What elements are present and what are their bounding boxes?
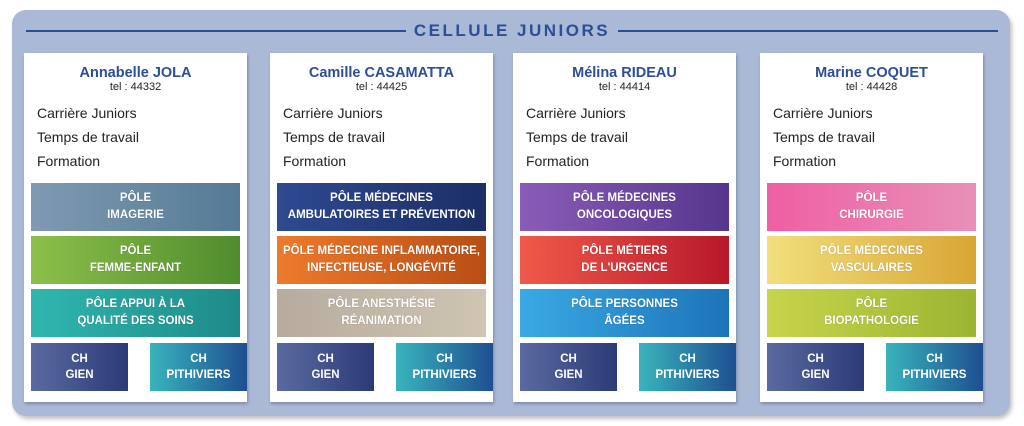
- link-carriere-juniors[interactable]: Carrière Juniors: [283, 105, 383, 121]
- ch-label-line2: GIEN: [311, 369, 340, 381]
- link-formation[interactable]: Formation: [283, 153, 347, 169]
- link-temps-de-travail[interactable]: Temps de travail: [37, 129, 139, 145]
- contact-card-jola: [24, 53, 247, 402]
- ch-label-line1: CH: [71, 353, 88, 365]
- contact-phone: tel : 44425: [355, 81, 408, 93]
- link-temps-de-travail[interactable]: Temps de travail: [283, 129, 385, 145]
- pole-label-line2: IMAGERIE: [107, 209, 164, 221]
- pole-label-line2: RÉANIMATION: [341, 315, 422, 327]
- contact-card-coquet: [760, 53, 983, 402]
- link-formation[interactable]: Formation: [526, 153, 590, 169]
- contact-name: Marine COQUET: [815, 65, 928, 81]
- ch-label-line2: PITHIVIERS: [902, 369, 967, 381]
- link-temps-de-travail[interactable]: Temps de travail: [526, 129, 628, 145]
- pole-femme-enfant-button[interactable]: [31, 236, 240, 284]
- ch-pithiviers-button[interactable]: [886, 343, 983, 391]
- ch-label-line1: CH: [679, 353, 696, 365]
- link-temps-de-travail[interactable]: Temps de travail: [773, 129, 875, 145]
- pole-chirurgie-button[interactable]: [767, 183, 976, 231]
- section-title: CELLULE JUNIORS: [413, 21, 611, 40]
- pole-label-line2: AMBULATOIRES ET PRÉVENTION: [287, 209, 476, 221]
- pole-imagerie-button[interactable]: [31, 183, 240, 231]
- contact-name: Mélina RIDEAU: [572, 65, 677, 81]
- ch-label-line2: GIEN: [554, 369, 583, 381]
- ch-label-line1: CH: [926, 353, 943, 365]
- pole-label-line1: PÔLE MÉDECINE INFLAMMATOIRE,: [283, 245, 480, 257]
- pole-label-line2: ONCOLOGIQUES: [576, 209, 673, 221]
- pole-biopathologie-button[interactable]: [767, 289, 976, 337]
- pole-label-line1: PÔLE MÉTIERS: [581, 245, 668, 257]
- contact-card-casamatta: [270, 53, 493, 402]
- pole-label-line2: ÂGÉES: [604, 315, 645, 327]
- ch-label-line2: GIEN: [801, 369, 830, 381]
- pole-medecine-inflammatoire-button[interactable]: [277, 236, 486, 284]
- pole-label-line2: INFECTIEUSE, LONGÉVITÉ: [307, 262, 456, 274]
- pole-label-line1: PÔLE: [119, 245, 152, 257]
- pole-label-line2: CHIRURGIE: [839, 209, 904, 221]
- contact-links: [773, 101, 875, 173]
- pole-label-line1: PÔLE MÉDECINES: [820, 245, 923, 257]
- pole-label-line1: PÔLE: [855, 298, 888, 310]
- pole-label-line2: DE L'URGENCE: [581, 262, 668, 274]
- header-rule-right: [618, 30, 998, 32]
- ch-label-line1: CH: [560, 353, 577, 365]
- pole-anesthesie-button[interactable]: [277, 289, 486, 337]
- link-carriere-juniors[interactable]: Carrière Juniors: [526, 105, 626, 121]
- pole-medecines-ambulatoires-button[interactable]: [277, 183, 486, 231]
- ch-label-line2: PITHIVIERS: [412, 369, 477, 381]
- ch-gien-button[interactable]: [31, 343, 128, 391]
- ch-pithiviers-button[interactable]: [639, 343, 736, 391]
- pole-label-line2: VASCULAIRES: [830, 262, 913, 274]
- pole-label-line1: PÔLE MÉDECINES: [573, 192, 676, 204]
- pole-label-line2: FEMME-ENFANT: [89, 262, 182, 274]
- link-carriere-juniors[interactable]: Carrière Juniors: [773, 105, 873, 121]
- header-rule-left: [26, 30, 406, 32]
- contact-links: [283, 101, 385, 173]
- pole-label-line1: PÔLE ANESTHÉSIE: [327, 298, 436, 310]
- ch-pithiviers-button[interactable]: [150, 343, 247, 391]
- ch-gien-button[interactable]: [767, 343, 864, 391]
- pole-label-line2: BIOPATHOLOGIE: [824, 315, 919, 327]
- ch-label-line1: CH: [436, 353, 453, 365]
- link-carriere-juniors[interactable]: Carrière Juniors: [37, 105, 137, 121]
- contact-phone: tel : 44332: [109, 81, 162, 93]
- link-formation[interactable]: Formation: [37, 153, 101, 169]
- pole-label-line1: PÔLE MÉDECINES: [330, 192, 433, 204]
- contact-phone: tel : 44414: [598, 81, 651, 93]
- ch-label-line2: PITHIVIERS: [166, 369, 231, 381]
- contact-name: Camille CASAMATTA: [308, 65, 455, 81]
- pole-medecines-oncologiques-button[interactable]: [520, 183, 729, 231]
- pole-label-line1: PÔLE: [119, 192, 152, 204]
- pole-label-line1: PÔLE PERSONNES: [571, 298, 678, 310]
- ch-gien-button[interactable]: [520, 343, 617, 391]
- contact-links: [526, 101, 628, 173]
- contact-card-rideau: [513, 53, 736, 402]
- contact-phone: tel : 44428: [845, 81, 898, 93]
- contact-links: [37, 101, 139, 173]
- ch-label-line1: CH: [190, 353, 207, 365]
- contact-name: Annabelle JOLA: [79, 65, 192, 81]
- link-formation[interactable]: Formation: [773, 153, 837, 169]
- pole-label-line1: PÔLE: [855, 192, 888, 204]
- ch-label-line1: CH: [807, 353, 824, 365]
- ch-pithiviers-button[interactable]: [396, 343, 493, 391]
- pole-medecines-vasculaires-button[interactable]: [767, 236, 976, 284]
- ch-label-line2: PITHIVIERS: [655, 369, 720, 381]
- section-header: [26, 18, 998, 44]
- pole-qualite-des-soins-button[interactable]: [31, 289, 240, 337]
- pole-label-line1: PÔLE APPUI À LA: [85, 298, 186, 310]
- ch-label-line2: GIEN: [65, 369, 94, 381]
- ch-label-line1: CH: [317, 353, 334, 365]
- pole-label-line2: QUALITÉ DES SOINS: [77, 315, 194, 327]
- pole-metiers-urgence-button[interactable]: [520, 236, 729, 284]
- pole-personnes-agees-button[interactable]: [520, 289, 729, 337]
- ch-gien-button[interactable]: [277, 343, 374, 391]
